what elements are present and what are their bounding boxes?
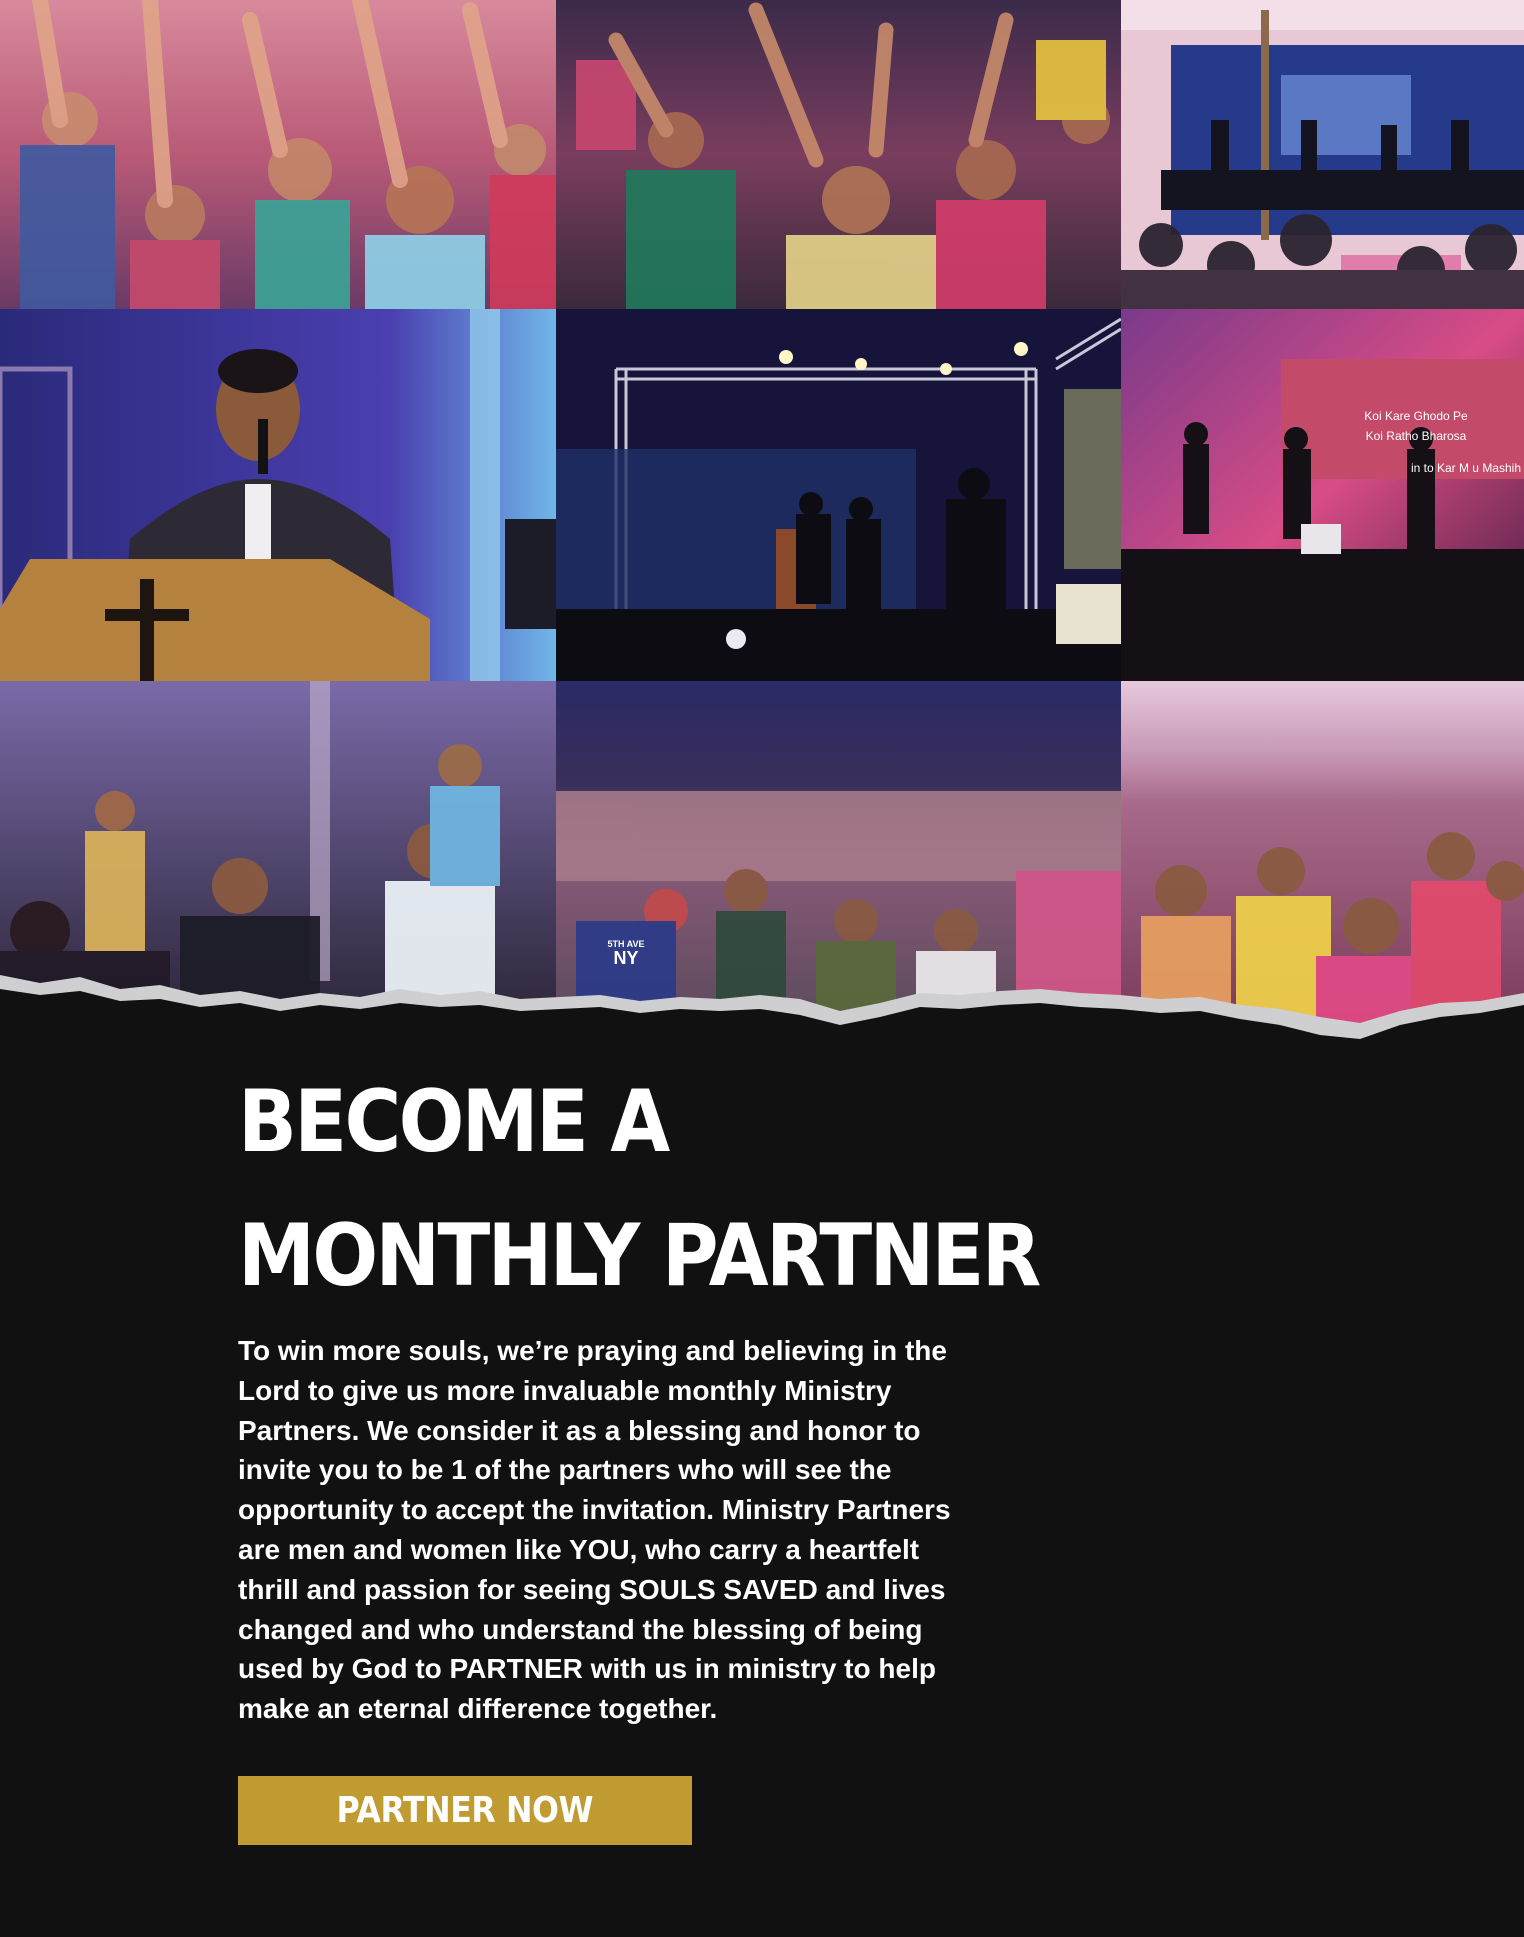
worship-crowd-photo bbox=[0, 0, 556, 309]
lyric-line-3: in to Kar M u Mashih bbox=[1410, 461, 1521, 475]
lyric-line-1: Koi Kare Ghodo Pe bbox=[1364, 409, 1468, 423]
lyric-line-2: Koi Ratho Bharosa bbox=[1365, 429, 1467, 443]
stage-screen-lyrics bbox=[1311, 406, 1521, 478]
headline-line-1: BECOME A bbox=[238, 1072, 668, 1172]
headline-line-2: MONTHLY PARTNER bbox=[238, 1206, 1039, 1306]
partner-now-button[interactable] bbox=[238, 1776, 692, 1845]
partner-now-label: PARTNER NOW bbox=[336, 1790, 594, 1831]
pink-stage-photo bbox=[1121, 309, 1524, 681]
band-stage-photo bbox=[1121, 0, 1524, 309]
shirt-print-line-2: NY bbox=[613, 948, 639, 968]
partner-section bbox=[238, 1055, 1039, 1729]
partner-description: To win more souls, we’re praying and believing in the Lord to give us more invaluable monthly Ministry Partners. We consider it as a blessing and honor to invite you to be 1 of the partners who will see the opportunity to accept the invitation. Ministry Partners are men and women like YOU, who carry a heartfelt thrill and passion for seeing SOULS SAVED and lives changed and who understand the blessing of being used by God to PARTNER with us in ministry to help make an eternal difference together. bbox=[238, 1335, 951, 1725]
praying-women-photo bbox=[556, 0, 1121, 309]
shirt-print-line-1: 5TH AVE bbox=[607, 939, 645, 949]
preacher-pulpit-photo bbox=[0, 309, 556, 681]
night-stage-photo bbox=[556, 309, 1121, 681]
